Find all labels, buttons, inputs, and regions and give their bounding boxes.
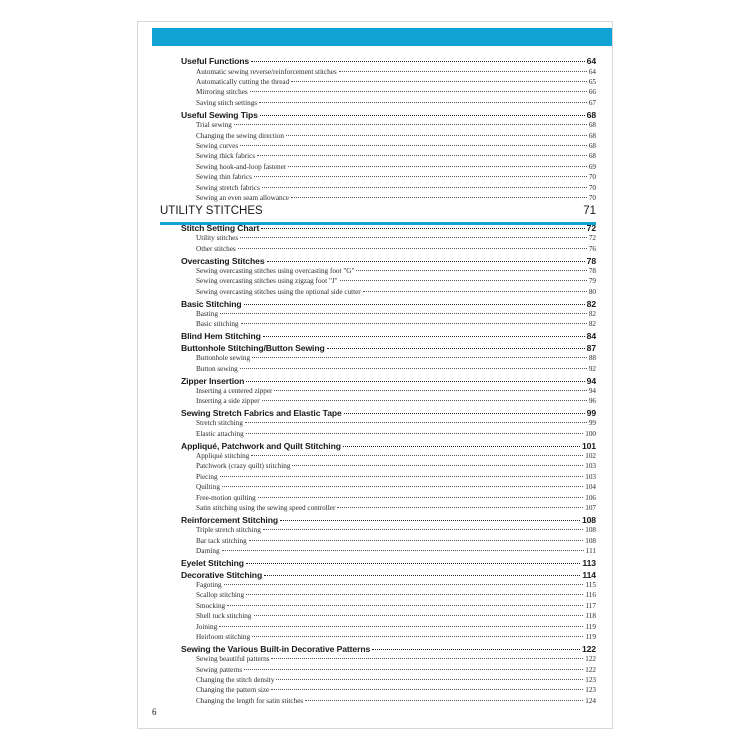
dot-leader: [267, 260, 585, 262]
dot-leader: [261, 227, 584, 229]
toc-subentry[interactable]: [196, 504, 596, 512]
entry-label: Appliqué stitching: [196, 452, 250, 460]
dot-leader: [251, 454, 583, 456]
toc-section-heading[interactable]: [181, 331, 596, 341]
toc-subentry[interactable]: [196, 473, 596, 481]
toc-subentry[interactable]: [196, 354, 596, 362]
toc-subentry[interactable]: [196, 547, 596, 555]
entry-label: Basic stitching: [196, 320, 239, 329]
page-ref: 122: [581, 644, 596, 654]
toc-section-heading[interactable]: [181, 223, 596, 233]
page-ref: 108: [581, 515, 596, 525]
dot-leader: [246, 593, 583, 595]
toc-subentry[interactable]: [196, 537, 596, 545]
section-title: Useful Functions: [181, 56, 250, 66]
entry-label: Piecing: [196, 472, 218, 481]
entry-label: Free-motion quilting: [196, 493, 256, 502]
toc-section-heading[interactable]: [181, 515, 596, 525]
page-ref: 79: [588, 277, 596, 286]
page-ref: 119: [585, 633, 596, 641]
entry-label: Sewing stretch fabrics: [196, 183, 260, 192]
dot-leader: [219, 625, 583, 627]
dot-leader: [372, 648, 580, 650]
chapter-title: UTILITY STITCHES: [160, 205, 263, 217]
page-ref: 114: [582, 569, 596, 580]
toc-subentry[interactable]: [196, 163, 596, 171]
entry-label: Mirroring stitches: [196, 88, 248, 97]
dot-leader: [246, 432, 584, 434]
page-ref: 123: [585, 676, 596, 684]
section-title: Buttonhole Stitching/Button Sewing: [181, 343, 325, 353]
toc-subentry[interactable]: [196, 676, 596, 684]
page-ref: 82: [586, 298, 596, 309]
dot-leader: [262, 186, 587, 188]
entry-label: Bar tack stitching: [196, 536, 247, 545]
chapter-page: 71: [583, 205, 596, 217]
section-title: Basic Stitching: [181, 298, 242, 309]
dot-leader: [363, 290, 587, 292]
page-ref: 99: [588, 419, 596, 428]
section-title: Useful Sewing Tips: [181, 109, 258, 120]
dot-leader: [252, 356, 587, 358]
dot-leader: [241, 322, 587, 324]
dot-leader: [291, 80, 587, 82]
entry-label: Satin stitching using the sewing speed controller: [196, 504, 336, 512]
page-ref: 68: [588, 121, 596, 130]
page-ref: 72: [586, 223, 596, 233]
section-title: Sewing Stretch Fabrics and Elastic Tape: [181, 408, 342, 419]
page-ref: 122: [585, 665, 596, 674]
section-title: Reinforcement Stitching: [181, 515, 279, 525]
section-title: Overcasting Stitches: [181, 255, 265, 266]
dot-leader: [264, 574, 580, 576]
page-ref: 88: [588, 354, 596, 363]
toc-subentry[interactable]: [196, 697, 596, 705]
dot-leader: [271, 688, 583, 690]
dot-leader: [220, 312, 587, 314]
page-ref: 64: [586, 56, 596, 66]
toc-section-heading[interactable]: [181, 558, 596, 568]
toc-subentry[interactable]: [196, 277, 596, 285]
page-ref: 103: [585, 462, 596, 471]
page-ref: 117: [585, 601, 596, 610]
page-number: 6: [152, 707, 157, 717]
page-ref: 108: [585, 526, 596, 535]
entry-label: Automatically cutting the thread: [196, 77, 290, 86]
dot-leader: [356, 269, 586, 271]
toc-subentry[interactable]: [196, 591, 596, 599]
dot-leader: [227, 604, 583, 606]
page-ref: 106: [585, 493, 596, 502]
page-ref: 118: [585, 612, 596, 621]
entry-label: Automatic sewing reverse/reinforcement stitches: [196, 67, 337, 76]
entry-label: Sewing beautiful patterns: [196, 655, 270, 664]
toc-subentry[interactable]: [196, 452, 596, 460]
dot-leader: [245, 421, 587, 423]
dot-leader: [222, 485, 583, 487]
page-ref: 94: [588, 386, 596, 395]
page-ref: 107: [585, 504, 596, 512]
entry-label: Sewing patterns: [196, 665, 243, 674]
toc-subentry[interactable]: [196, 581, 596, 589]
page-ref: 64: [588, 67, 596, 76]
entry-label: Trial sewing: [196, 121, 232, 130]
toc-subentry[interactable]: [196, 686, 596, 694]
toc-subentry[interactable]: [196, 152, 596, 160]
page-ref: 113: [582, 558, 596, 568]
page-ref: 68: [588, 131, 596, 140]
entry-label: Sewing thick fabrics: [196, 152, 256, 161]
section-title: Eyelet Stitching: [181, 558, 244, 568]
entry-label: Joining: [196, 622, 218, 631]
entry-label: Shell tuck stitching: [196, 612, 252, 621]
entry-label: Button sewing: [196, 364, 238, 373]
entry-label: Changing the stitch density: [196, 676, 275, 684]
dot-leader: [254, 175, 587, 177]
page-ref: 111: [585, 547, 596, 555]
page-ref: 119: [585, 622, 596, 631]
entry-label: Elastic attaching: [196, 429, 244, 438]
toc-subentry[interactable]: [196, 612, 596, 620]
entry-label: Changing the length for satin stitches: [196, 696, 304, 705]
page-ref: 96: [588, 397, 596, 406]
toc-section-heading[interactable]: [181, 408, 596, 418]
entry-label: Sewing an even seam allowance: [196, 193, 290, 202]
toc-subentry[interactable]: [196, 194, 596, 202]
entry-label: Smocking: [196, 601, 226, 610]
dot-leader: [244, 668, 583, 670]
toc-section-heading[interactable]: [181, 56, 596, 66]
page-ref: 70: [588, 193, 596, 202]
entry-label: Changing the sewing direction: [196, 131, 285, 140]
dot-leader: [240, 144, 587, 146]
toc-subentry[interactable]: [196, 245, 596, 253]
entry-label: Patchwork (crazy quilt) stitching: [196, 462, 291, 471]
dot-leader: [224, 583, 584, 585]
entry-label: Saving stitch settings: [196, 98, 258, 107]
page-ref: 99: [586, 408, 596, 419]
toc-section-heading[interactable]: [181, 441, 596, 451]
page-ref: 68: [588, 141, 596, 150]
entry-label: Sewing overcasting stitches using the optional side cutter: [196, 287, 361, 296]
dot-leader: [337, 506, 583, 508]
page-ref: 80: [588, 287, 596, 296]
section-title: Blind Hem Stitching: [181, 331, 261, 342]
dot-leader: [344, 412, 585, 414]
toc-subentry[interactable]: [196, 78, 596, 86]
page-ref: 108: [585, 536, 596, 545]
dot-leader: [246, 562, 581, 564]
toc-subentry[interactable]: [196, 132, 596, 140]
toc-section-heading[interactable]: [181, 376, 596, 386]
toc-subentry[interactable]: [196, 602, 596, 610]
page-ref: 68: [588, 152, 596, 161]
dot-leader: [305, 699, 583, 701]
toc-subentry[interactable]: [196, 419, 596, 427]
dot-leader: [246, 380, 584, 382]
dot-leader: [276, 678, 583, 680]
dot-leader: [327, 347, 585, 349]
dot-leader: [260, 114, 585, 116]
toc-subentry[interactable]: [196, 494, 596, 502]
page-ref: 76: [588, 244, 596, 253]
page-ref: 94: [586, 375, 596, 386]
toc-subentry[interactable]: [196, 526, 596, 534]
dot-leader: [262, 399, 587, 401]
dot-leader: [291, 196, 587, 198]
toc-subentry[interactable]: [196, 267, 596, 275]
toc-subentry[interactable]: [196, 483, 596, 491]
entry-label: Sewing thin fabrics: [196, 173, 252, 182]
page-ref: 72: [588, 234, 596, 243]
dot-leader: [280, 519, 580, 521]
page-ref: 82: [588, 320, 596, 329]
toc-subentry[interactable]: [196, 397, 596, 405]
dot-leader: [249, 539, 584, 541]
page-ref: 116: [585, 591, 596, 600]
dot-leader: [340, 279, 587, 281]
toc-subentry[interactable]: [196, 430, 596, 438]
toc-subentry[interactable]: [196, 121, 596, 129]
entry-label: Heirloom stitching: [196, 633, 251, 641]
page-ref: 82: [588, 309, 596, 318]
dot-leader: [263, 335, 585, 337]
toc-subentry[interactable]: [196, 142, 596, 150]
toc-subentry[interactable]: [196, 387, 596, 395]
toc-section-heading[interactable]: [181, 299, 596, 309]
toc-section-heading[interactable]: [181, 570, 596, 580]
page-ref: 67: [588, 98, 596, 107]
toc-subentry[interactable]: [196, 88, 596, 96]
section-title: Zipper Insertion: [181, 375, 245, 386]
page-ref: 122: [585, 655, 596, 664]
entry-label: Stretch stitching: [196, 419, 243, 428]
page-ref: 70: [588, 173, 596, 182]
page-ref: 100: [585, 429, 596, 438]
manual-page: [138, 22, 612, 728]
toc-section-heading[interactable]: [181, 343, 596, 353]
dot-leader: [254, 614, 584, 616]
page-ref: 78: [588, 266, 596, 275]
entry-label: Quilting: [196, 483, 220, 492]
page-ref: 102: [585, 452, 596, 460]
entry-label: Inserting a centered zipper: [196, 386, 273, 395]
dot-leader: [238, 247, 587, 249]
dot-leader: [343, 445, 580, 447]
entry-label: Sewing curves: [196, 141, 239, 150]
toc-subentry[interactable]: [196, 365, 596, 373]
toc-subentry[interactable]: [196, 655, 596, 663]
toc-subentry[interactable]: [196, 99, 596, 107]
dot-leader: [258, 496, 584, 498]
toc-subentry[interactable]: [196, 310, 596, 318]
dot-leader: [222, 549, 584, 551]
dot-leader: [292, 464, 583, 466]
toc-subentry[interactable]: [196, 234, 596, 242]
page-ref: 70: [588, 183, 596, 192]
toc-subentry[interactable]: [196, 320, 596, 328]
dot-leader: [271, 657, 583, 659]
dot-leader: [259, 101, 587, 103]
page-ref: 103: [585, 472, 596, 481]
dot-leader: [274, 389, 586, 391]
toc-subentry[interactable]: [196, 666, 596, 674]
dot-leader: [257, 154, 587, 156]
dot-leader: [234, 123, 587, 125]
entry-label: Changing the pattern size: [196, 686, 270, 695]
entry-label: Scallop stitching: [196, 591, 245, 600]
dot-leader: [252, 635, 583, 637]
entry-label: Sewing hook-and-loop fastener: [196, 162, 287, 171]
entry-label: Other stitches: [196, 244, 236, 253]
dot-leader: [250, 90, 587, 92]
entry-label: Buttonhole sewing: [196, 354, 251, 363]
page-ref: 66: [588, 88, 596, 97]
page-ref: 104: [585, 483, 596, 492]
page-ref: 101: [581, 440, 596, 451]
toc-subentry[interactable]: [196, 633, 596, 641]
entry-label: Sewing overcasting stitches using zigzag foot "J": [196, 277, 338, 286]
dot-leader: [263, 528, 583, 530]
toc-subentry[interactable]: [196, 184, 596, 192]
entry-label: Fagoting: [196, 581, 222, 589]
chapter-heading: [160, 205, 596, 217]
dot-leader: [240, 367, 587, 369]
toc-subentry[interactable]: [196, 68, 596, 76]
page-ref: 84: [586, 331, 596, 342]
entry-label: Sewing overcasting stitches using overcasting foot "G": [196, 266, 355, 275]
page-ref: 92: [588, 364, 596, 373]
section-title: Appliqué, Patchwork and Quilt Stitching: [181, 440, 341, 451]
toc-subentry[interactable]: [196, 462, 596, 470]
entry-label: Darning: [196, 547, 220, 555]
section-title: Decorative Stitching: [181, 569, 263, 580]
header-color-bar: [152, 28, 612, 46]
page-ref: 78: [586, 255, 596, 266]
section-title: Stitch Setting Chart: [181, 223, 260, 233]
entry-label: Basting: [196, 309, 218, 318]
entry-label: Inserting a side zipper: [196, 397, 260, 406]
page-ref: 65: [588, 77, 596, 86]
toc-section-heading[interactable]: [181, 110, 596, 120]
page-ref: 123: [585, 686, 596, 695]
toc-subentry[interactable]: [196, 173, 596, 181]
page-ref: 69: [588, 162, 596, 171]
page-ref: 124: [585, 696, 596, 705]
dot-leader: [220, 475, 584, 477]
page-ref: 115: [585, 581, 596, 589]
dot-leader: [251, 60, 585, 62]
toc-section-heading[interactable]: [181, 644, 596, 654]
section-title: Sewing the Various Built-in Decorative Patterns: [181, 644, 371, 654]
entry-label: Utility stitches: [196, 234, 239, 243]
dot-leader: [339, 70, 587, 72]
toc-section-heading[interactable]: [181, 256, 596, 266]
dot-leader: [288, 165, 587, 167]
entry-label: Triple stretch stitching: [196, 526, 261, 535]
dot-leader: [240, 236, 587, 238]
toc-subentry[interactable]: [196, 623, 596, 631]
page-ref: 68: [586, 109, 596, 120]
dot-leader: [286, 134, 587, 136]
toc-subentry[interactable]: [196, 288, 596, 296]
page-ref: 87: [586, 343, 596, 353]
dot-leader: [244, 303, 585, 305]
